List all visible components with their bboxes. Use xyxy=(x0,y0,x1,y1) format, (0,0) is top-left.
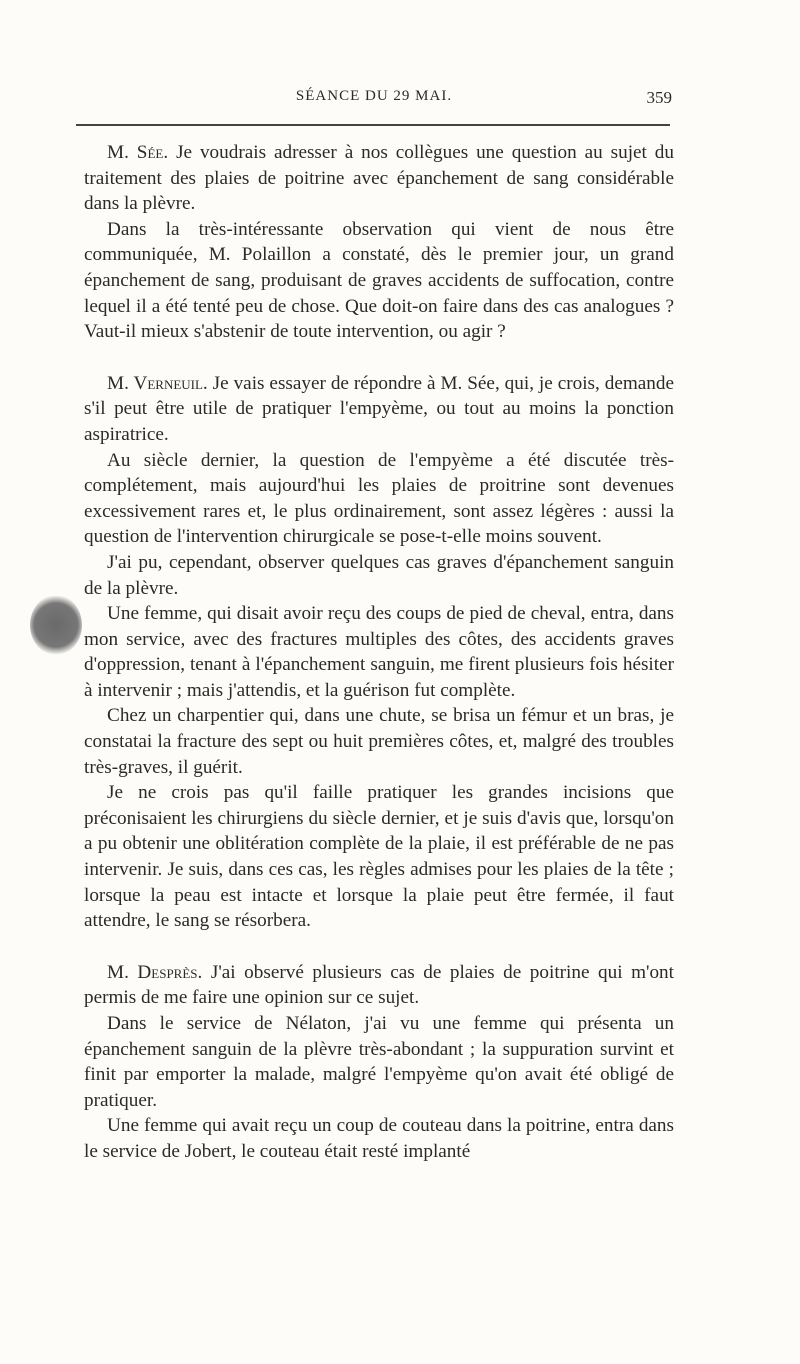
paragraph-text: Dans la très-intéressante observation qui vient de nous être communiquée, M. Polaillon a constaté, dès le premier jour, un grand épanchement de sang, produisant de graves accidents de suffocation, contre lequel il a été tenté peu de chose. Que doit-on faire dans des cas analogues ? Vaut-il mieux s'abstenir de toute intervention, ou agir ? xyxy=(84,218,674,343)
paragraph xyxy=(84,448,674,550)
paragraph-text: J'ai observé plusieurs cas de plaies de poitrine qui m'ont permis de me faire une opinion sur ce sujet. xyxy=(84,961,674,1009)
page-number: 359 xyxy=(646,88,672,107)
running-head: SÉANCE DU 29 MAI. xyxy=(295,88,453,104)
paragraph xyxy=(84,140,674,217)
paragraph xyxy=(84,1113,674,1164)
speaker-name: M. Verneuil. xyxy=(107,372,208,394)
paragraph-text: Je voudrais adresser à nos collègues une question au sujet du traitement des plaies de poitrine avec épanchement de sang considérable dans la plèvre. xyxy=(84,142,674,215)
paragraph-text: Je ne crois pas qu'il faille pratiquer les grandes incisions que préconisaient les chirurgiens du siècle dernier, et je suis d'avis que, lorsqu'on a pu obtenir une oblitération complète de la plaie, il est préférable de ne pas intervenir. Je suis, dans ces cas, les règles admises pour les plaies de la tête ; lorsque la peau est intacte et lorsque la plaie peut être fermée, il faut attendre, le sang se résorbera. xyxy=(84,782,674,932)
body-text xyxy=(84,140,674,1165)
paragraph-text: Dans le service de Nélaton, j'ai vu une femme qui présenta un épanchement sanguin de la plèvre très-abondant ; la suppuration survint et finit par emporter la malade, malgré l'empyème qu'on avait été obligé de pratiquer. xyxy=(84,1013,674,1111)
section-gap xyxy=(84,345,674,371)
paragraph xyxy=(84,960,674,1011)
paragraph-text: Une femme qui avait reçu un coup de couteau dans la poitrine, entra dans le service de Jobert, le couteau était resté implanté xyxy=(84,1115,674,1162)
paragraph xyxy=(84,371,674,448)
paragraph-text: Au siècle dernier, la question de l'empyème a été discutée très-complétement, mais aujourd'hui les plaies de proitrine sont devenues excessivement rares et, le plus ordinairement, sont assez légères : aussi la question de l'intervention chirurgicale se pose-t-elle moins souvent. xyxy=(84,449,674,548)
paragraph xyxy=(84,1011,674,1113)
paragraph xyxy=(84,217,674,345)
paragraph-text: Je vais essayer de répondre à M. Sée, qui, je crois, demande s'il peut être utile de pratiquer l'empyème, ou tout au moins la ponction aspiratrice. xyxy=(84,372,674,445)
speaker-name: M. Sée. xyxy=(107,142,169,163)
paragraph-text: Une femme, qui disait avoir reçu des coups de pied de cheval, entra, dans mon service, avec des fractures multiples des côtes, des accidents graves d'oppression, tenant à l'épanchement sanguin, me firent plusieurs fois hésiter à intervenir ; mais j'attendis, et la guérison fut complète. xyxy=(84,603,674,701)
page-header xyxy=(76,88,672,112)
paragraph-text: J'ai pu, cependant, observer quelques cas graves d'épanchement sanguin de la plèvre. xyxy=(84,551,674,599)
paragraph xyxy=(84,703,674,780)
header-rule xyxy=(76,124,670,126)
ink-stain xyxy=(30,595,82,655)
paragraph-text: Chez un charpentier qui, dans une chute, se brisa un fémur et un bras, je constatai la fracture des sept ou huit premières côtes, et, malgré des troubles très-graves, il guérit. xyxy=(84,705,674,778)
paragraph xyxy=(84,601,674,703)
paragraph xyxy=(84,780,674,934)
speaker-name: M. Desprès. xyxy=(107,961,203,983)
section-gap xyxy=(84,934,674,960)
paragraph xyxy=(84,550,674,601)
